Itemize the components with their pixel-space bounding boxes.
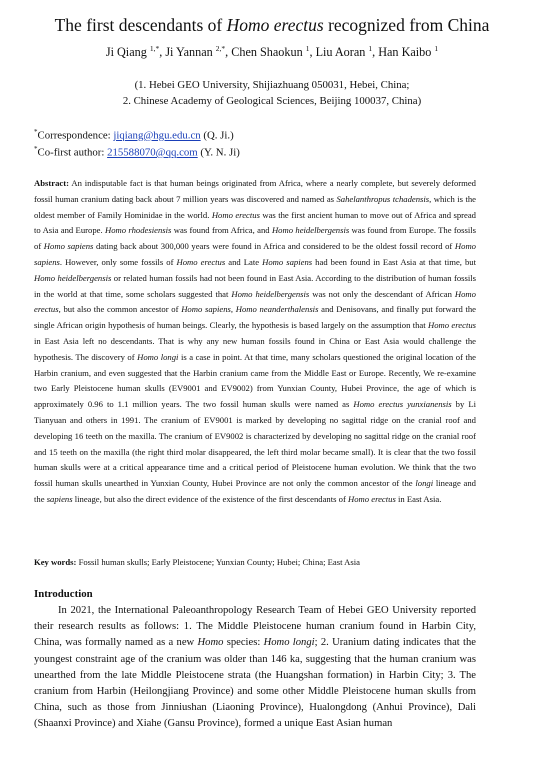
- author-name: Han Kaibo: [378, 45, 432, 60]
- correspondence-marker: *: [34, 128, 38, 136]
- abstract-body: [34, 178, 476, 504]
- keywords: [34, 555, 476, 570]
- title-suffix: recognized from China: [323, 15, 490, 35]
- abstract: [34, 176, 476, 508]
- species-name: longi: [415, 478, 434, 489]
- text-run: by Li Tianyuan and others in 1991. The cranium of EV9001 is marked by developing no sagittal ridge on the cranial roof and developing 16 teeth on the maxilla. The cranium of EV9002 is characterized by developing no sagittal ridge on the cranial roof and 15 teeth on the maxilla (the right third molar disappeared, the left third molar became small). It is clear that the two fossil human skulls were at a critical appearance time and a critical period of Pleistocene human evolution. We think that the two fossil human skulls unearthed in Yunxian County, Hubei Province are not only the common ancestor of the: [34, 399, 476, 489]
- affiliation-1: (1. Hebei GEO University, Shijiazhuang 050031, Hebei, China;: [134, 79, 410, 91]
- text-run: , but also the common ancestor of: [58, 304, 182, 315]
- correspondence-suffix: (Q. Ji.): [200, 129, 234, 142]
- species-name: Homo longi: [263, 637, 315, 649]
- species-name: Homo rhodesiensis: [104, 225, 172, 236]
- species-name: Homo erectus: [211, 209, 260, 220]
- text-run: lineage and the: [34, 478, 476, 504]
- species-name: Homo longi: [137, 351, 179, 362]
- author-affiliation-marker: 1,*: [149, 44, 160, 53]
- cofirst-suffix: (Y. N. Ji): [197, 146, 240, 159]
- species-name: Homo erectus: [176, 256, 226, 267]
- species-name: Homo erectus: [34, 288, 476, 315]
- correspondence-email-link[interactable]: jiqiang@hgu.edu.cn: [113, 129, 201, 142]
- species-name: Homo heidelbergensis: [231, 288, 310, 299]
- text-run: . However, only some fossils of: [59, 256, 177, 267]
- cofirst-email-link[interactable]: 215588070@qq.com: [107, 146, 198, 159]
- text-run: was not only the descendant of African: [309, 288, 455, 299]
- title-prefix: The first descendants of: [54, 15, 227, 35]
- text-run: , which is the oldest member of Family Hominidae in the world.: [34, 193, 476, 220]
- text-run: ,: [230, 304, 236, 315]
- species-name: Homo erectus: [348, 493, 396, 504]
- text-run: species:: [223, 637, 264, 649]
- text-run: In 2021, the International Paleoanthropology Research Team of Hebei GEO University reported their research results as follows: 1. The Middle Pleistocene human cranium found in Harbin City, China, was formally named as a new: [34, 605, 476, 649]
- text-run: was found from Africa, and: [171, 225, 272, 236]
- title-species: Homo erectus: [226, 15, 324, 35]
- text-run: had been found in East Asia at that time, but: [312, 256, 476, 267]
- text-run: was the first ancient human to move out of Africa and spread to Asia and Europe.: [34, 209, 476, 236]
- author-affiliation-marker: 1: [368, 44, 373, 53]
- species-name: Homo sapiens: [43, 241, 94, 252]
- species-name: Homo erectus: [428, 320, 477, 331]
- keywords-label: Key words:: [34, 557, 77, 567]
- cofirst-label: Co-first author:: [37, 146, 108, 159]
- species-name: Homo heidelbergensis: [271, 225, 350, 236]
- species-name: Homo sapiens: [262, 256, 313, 267]
- species-name: Homo neanderthalensis: [235, 304, 319, 315]
- text-run: and Denisovans, and finally put forward the single African origin hypothesis of human beings. Clearly, the hypothesis is based largely on the assumption that: [34, 304, 476, 331]
- species-name: Homo erectus yunxianensis: [353, 399, 452, 410]
- text-run: is a case in point. At that time, many scholars questioned the original location of the Harbin cranium, and even suggested that the Harbin cranium came from the Middle East or Europe. Recently, We re-examine two Early Pleistocene human skulls (EV9001 and EV9002) from Yunxian County, Hubei Province, the age of which is approximately 0.96 to 1.1 million years. The two fossil human skulls were named as: [34, 351, 477, 410]
- introduction-heading: Introduction: [34, 588, 93, 600]
- author-name: Ji Yannan: [165, 45, 213, 60]
- text-run: ; 2. Uranium dating indicates that the youngest constraint age of the cranium was older than 146 ka, suggesting that the human cranium was unearthed from the late Middle Pleistocene strata (the Huangshan formation) in Harbin City; 3. The cranium from Harbin (Heilongjiang Province) and some other Middle Pleistocene human skulls from China, such as those from Jinniushan (Liaoning Province), Hualongdong (Anhui Province), Dali (Shaanxi Province) and Xiahe (Gansu Province), formed a unique East Asian human: [34, 637, 476, 730]
- author-list: Ji Qiang $^{1,*}$, Ji Yannan $^{2,*}$, Chen Shaokun $^1$, Liu Aoran $^1$, Han Kaibo $^1$: [105, 44, 439, 60]
- species-name: Sahelanthropus tchadensis: [336, 193, 430, 204]
- keywords-text: Fossil human skulls; Early Pleistocene; Yunxian County; Hubei; China; East Asia: [76, 557, 360, 567]
- cofirst-marker: *: [34, 145, 38, 153]
- text-run: or related human fossils had not been found in East Asia. According to the distribution of human fossils in the world at that time, some scholars suggested that: [34, 272, 476, 299]
- correspondence-label: Correspondence:: [37, 129, 114, 142]
- text-run: was found from Europe. The fossils of: [34, 225, 476, 252]
- author-name: Ji Qiang: [105, 45, 147, 60]
- introduction-body: [34, 603, 476, 733]
- affiliation-2: 2. Chinese Academy of Geological Sciences, Beijing 100037, China): [122, 95, 422, 107]
- text-run: dating back about 300,000 years were found in Africa and considered to be the oldest fossil record of: [93, 241, 455, 252]
- text-run: An indisputable fact is that human beings originated from Africa, where a nearly complete, but severely deformed fossil human cranium dating back about 7 million years was discovered and named as: [34, 178, 476, 204]
- correspondence-line: [34, 125, 234, 143]
- species-name: sapiens: [46, 493, 73, 504]
- species-name: Homo: [197, 637, 224, 649]
- author-name: Liu Aoran: [315, 45, 366, 60]
- species-name: Homo sapiens: [34, 241, 476, 267]
- author-name: Chen Shaokun: [231, 45, 303, 60]
- text-run: in East Asia left no descendants. That is why any new human fossils found in China or East Asia would challenge the hypothesis. The discovery of: [34, 335, 476, 362]
- abstract-label: Abstract:: [34, 178, 69, 188]
- author-affiliation-marker: 1: [305, 44, 310, 53]
- text-run: in East Asia.: [395, 493, 442, 504]
- species-name: Homo sapiens: [181, 304, 231, 315]
- text-run: lineage, but also the direct evidence of the existence of the first descendants of: [72, 493, 348, 504]
- species-name: Homo heidelbergensis: [34, 272, 112, 283]
- paper-title: [20, 14, 524, 36]
- cofirst-author-line: [34, 142, 240, 160]
- text-run: and Late: [225, 256, 263, 267]
- author-affiliation-marker: 2,*: [215, 44, 226, 53]
- author-affiliation-marker: 1: [434, 44, 439, 53]
